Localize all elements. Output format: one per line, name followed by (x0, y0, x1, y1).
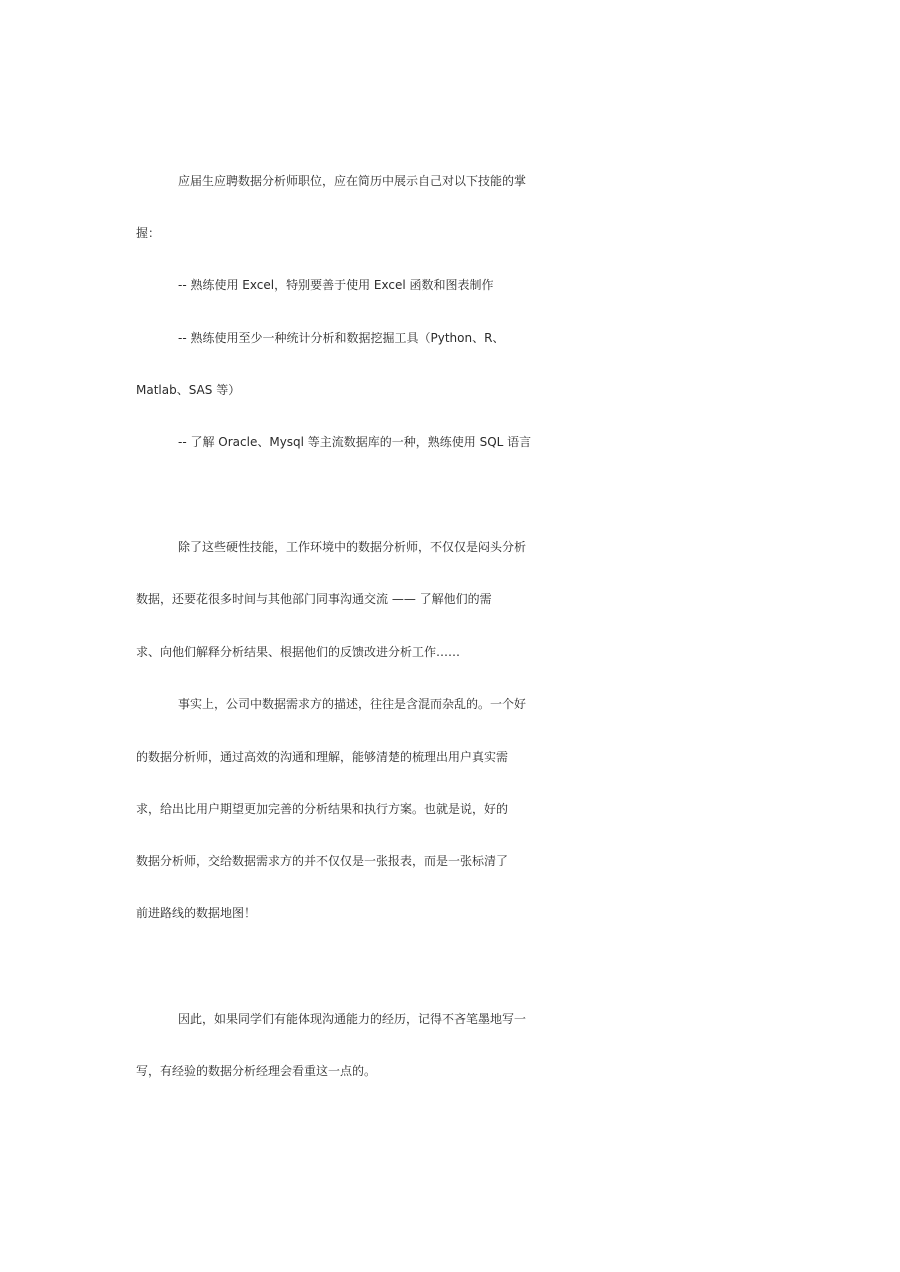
paragraph-1-line-2: 握： (136, 226, 161, 240)
paragraph-3-line-3: 求，给出比用户期望更加完善的分析结果和执行方案。也就是说，好的 (136, 802, 509, 816)
paragraph-2-line-1: 除了这些硬性技能，工作环境中的数据分析师，不仅仅是闷头分析 (178, 540, 527, 554)
paragraph-4-line-1: 因此，如果同学们有能体现沟通能力的经历，记得不吝笔墨地写一 (178, 1012, 527, 1026)
skill-item-database: -- 了解 Oracle、Mysql 等主流数据库的一种，熟练使用 SQL 语言 (178, 435, 532, 449)
paragraph-2-line-3: 求、向他们解释分析结果、根据他们的反馈改进分析工作…… (136, 645, 461, 659)
skill-item-tools-line-1: -- 熟练使用至少一种统计分析和数据挖掘工具（Python、R、 (178, 331, 505, 345)
paragraph-3-line-4: 数据分析师，交给数据需求方的并不仅仅是一张报表，而是一张标清了 (136, 854, 509, 868)
paragraph-1-line-1: 应届生应聘数据分析师职位，应在简历中展示自己对以下技能的掌 (178, 174, 527, 188)
paragraph-2-line-2: 数据，还要花很多时间与其他部门同事沟通交流 —— 了解他们的需 (136, 592, 492, 606)
paragraph-3-line-1: 事实上，公司中数据需求方的描述，往往是含混而杂乱的。一个好 (178, 697, 527, 711)
skill-item-excel: -- 熟练使用 Excel，特别要善于使用 Excel 函数和图表制作 (178, 278, 494, 292)
paragraph-3-line-2: 的数据分析师，通过高效的沟通和理解，能够清楚的梳理出用户真实需 (136, 750, 509, 764)
paragraph-3-line-5: 前进路线的数据地图！ (136, 906, 257, 920)
paragraph-4-line-2: 写，有经验的数据分析经理会看重这一点的。 (136, 1064, 377, 1078)
skill-item-tools-line-2: Matlab、SAS 等） (136, 383, 241, 397)
